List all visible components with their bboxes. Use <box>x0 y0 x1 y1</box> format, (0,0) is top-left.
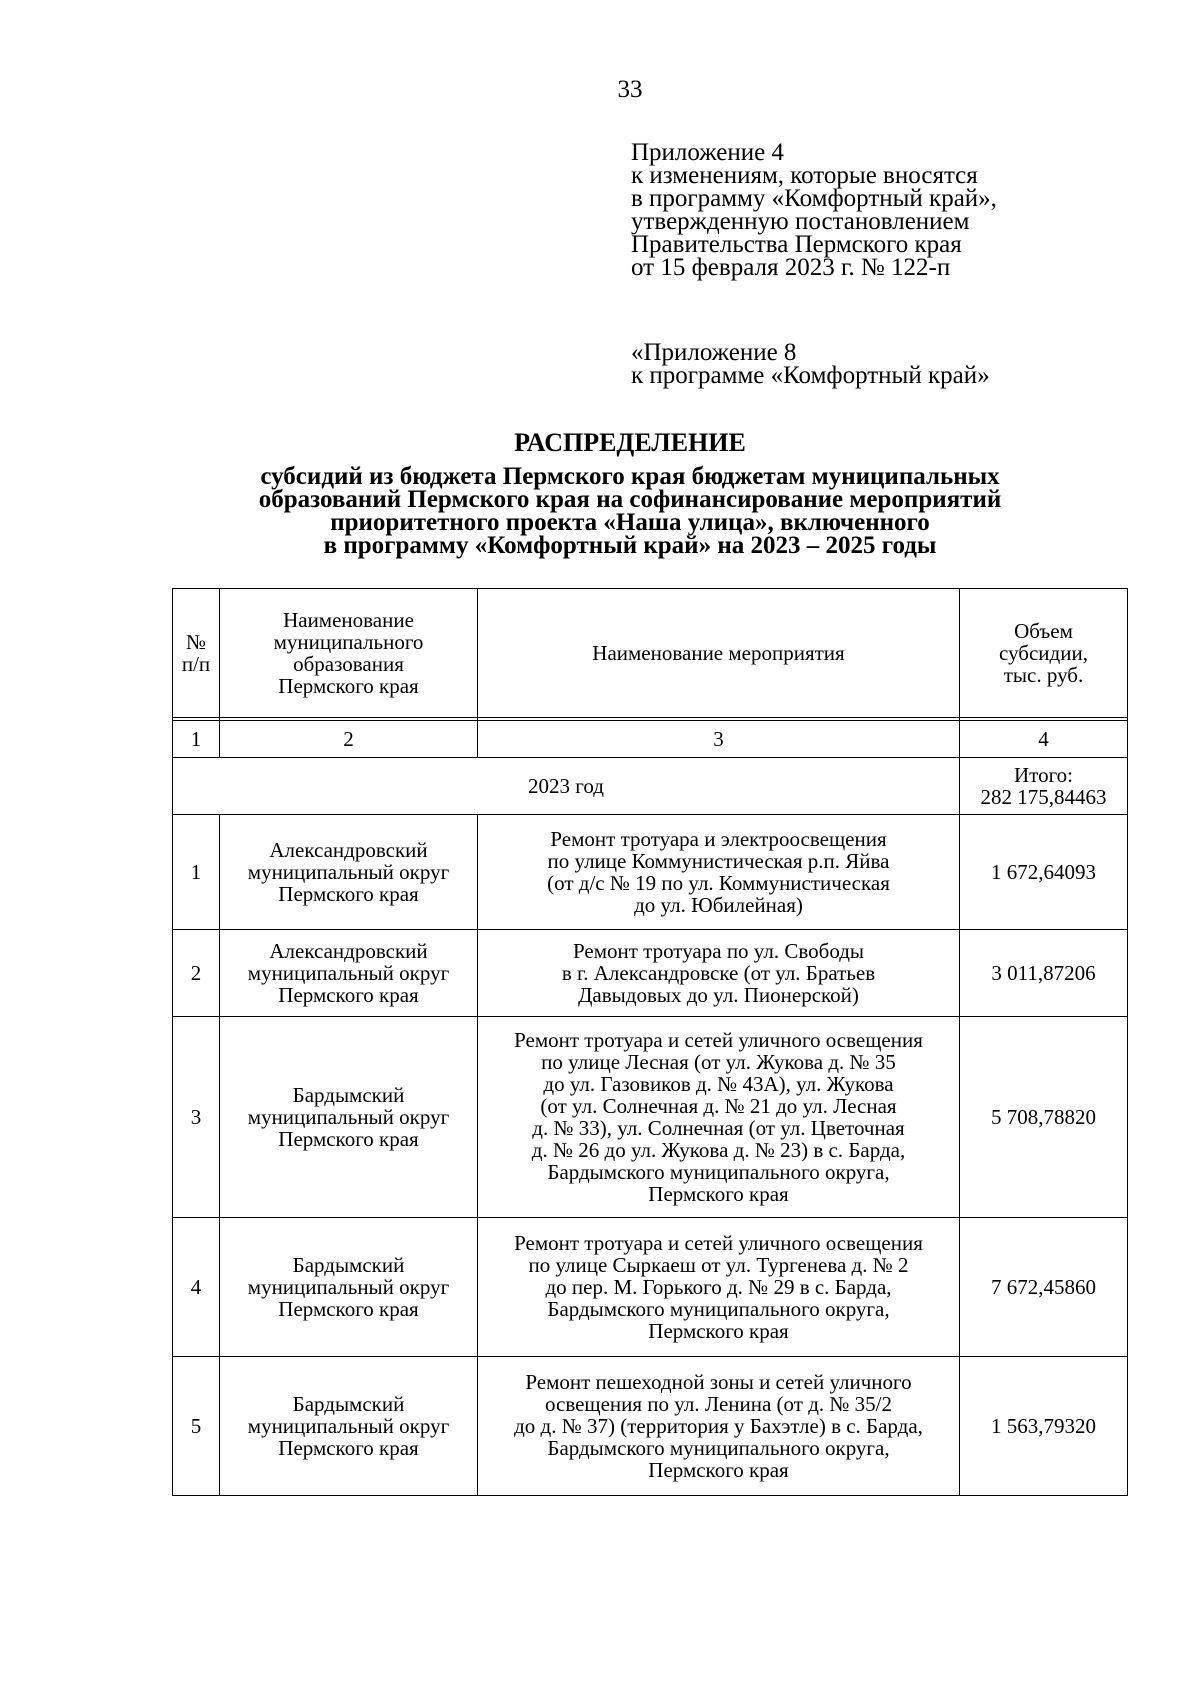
header-number: № п/п <box>173 589 220 718</box>
table-row <box>173 1218 1128 1357</box>
row-event: Ремонт тротуара и сетей уличного освещения по улице Лесная (от ул. Жукова д. № 35 до ул. Газовиков д. № 43А), ул. Жукова (от ул. Солнечная д. № 21 до ул. Лесная д. № 33), ул. Солнечная (от ул. Цветочная д. № 26 до ул. Жукова д. № 23) в с. Барда, Бардымского муниципального округа, Пермского края <box>478 1017 960 1218</box>
appendix-8-line: «Приложение 8 <box>631 339 797 366</box>
row-event: Ремонт тротуара и электроосвещения по улице Коммунистическая р.п. Яйва (от д/с № 19 по ул. Коммунистическая до ул. Юбилейная) <box>478 815 960 930</box>
appendix-4-line: утвержденную постановлением <box>631 208 970 235</box>
page-number: 33 <box>617 76 643 103</box>
year-total <box>960 758 1128 815</box>
appendix-4-note <box>631 141 997 279</box>
row-number: 4 <box>173 1218 220 1357</box>
row-amount: 1 563,79320 <box>960 1357 1128 1496</box>
row-number: 2 <box>173 930 220 1017</box>
subheading-line: образований Пермского края на софинансирование мероприятий <box>258 486 1002 513</box>
column-number: 4 <box>960 721 1128 758</box>
row-amount: 1 672,64093 <box>960 815 1128 930</box>
year-row <box>173 758 1128 815</box>
appendix-4-line: от 15 февраля 2023 г. № 122-п <box>631 254 951 281</box>
appendix-8-note <box>631 341 990 387</box>
row-municipality: Александровский муниципальный округ Пермского края <box>220 815 478 930</box>
table-row <box>173 1017 1128 1218</box>
appendix-4-line: в программу «Комфортный край», <box>631 185 997 212</box>
year-total-value: 282 175,84463 <box>980 785 1107 809</box>
row-number: 5 <box>173 1357 220 1496</box>
subsidy-table <box>172 588 1128 1496</box>
document-heading: РАСПРЕДЕЛЕНИЕ <box>514 428 746 457</box>
row-municipality: Александровский муниципальный округ Пермского края <box>220 930 478 1017</box>
row-municipality: Бардымский муниципальный округ Пермского края <box>220 1218 478 1357</box>
table-header-row <box>173 589 1128 718</box>
year-label: 2023 год <box>173 758 960 815</box>
year-total-label: Итого: <box>1014 763 1073 787</box>
column-number: 1 <box>173 721 220 758</box>
row-number: 1 <box>173 815 220 930</box>
row-event: Ремонт тротуара по ул. Свободы в г. Александровске (от ул. Братьев Давыдовых до ул. Пионерской) <box>478 930 960 1017</box>
row-amount: 7 672,45860 <box>960 1218 1128 1357</box>
row-municipality: Бардымский муниципальный округ Пермского края <box>220 1017 478 1218</box>
table-row <box>173 815 1128 930</box>
document-subheading <box>0 465 1200 557</box>
appendix-4-line: Правительства Пермского края <box>631 231 962 258</box>
header-amount: Объем субсидии, тыс. руб. <box>960 589 1128 718</box>
row-amount: 5 708,78820 <box>960 1017 1128 1218</box>
table-row <box>173 1357 1128 1496</box>
column-number: 3 <box>478 721 960 758</box>
appendix-8-line: к программе «Комфортный край» <box>631 362 990 389</box>
appendix-4-line: Приложение 4 <box>631 139 784 166</box>
row-amount: 3 011,87206 <box>960 930 1128 1017</box>
subheading-line: приоритетного проекта «Наша улица», включенного <box>330 509 930 536</box>
row-number: 3 <box>173 1017 220 1218</box>
column-number-row <box>173 721 1128 758</box>
row-event: Ремонт тротуара и сетей уличного освещения по улице Сыркаеш от ул. Тургенева д. № 2 до пер. М. Горького д. № 29 в с. Барда, Бардымского муниципального округа, Пермского края <box>478 1218 960 1357</box>
row-municipality: Бардымский муниципальный округ Пермского края <box>220 1357 478 1496</box>
subheading-line: в программу «Комфортный край» на 2023 – 2025 годы <box>323 532 937 559</box>
appendix-4-line: к изменениям, которые вносятся <box>631 162 978 189</box>
header-event: Наименование мероприятия <box>478 589 960 718</box>
subheading-line: субсидий из бюджета Пермского края бюджетам муниципальных <box>260 463 1000 490</box>
header-municipality: Наименование муниципального образования Пермского края <box>220 589 478 718</box>
row-event: Ремонт пешеходной зоны и сетей уличного освещения по ул. Ленина (от д. № 35/2 до д. № 37) (территория у Бахэтле) в с. Барда, Бардымского муниципального округа, Пермского края <box>478 1357 960 1496</box>
column-number: 2 <box>220 721 478 758</box>
table-row <box>173 930 1128 1017</box>
